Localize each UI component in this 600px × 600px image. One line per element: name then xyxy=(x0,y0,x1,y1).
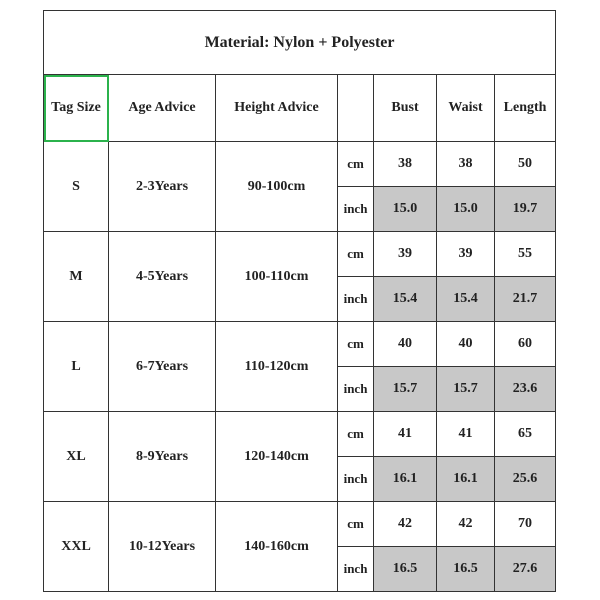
unit-cm-cell: cm xyxy=(338,142,374,187)
waist-cm-cell: 38 xyxy=(437,142,495,187)
unit-cm-cell: cm xyxy=(338,412,374,457)
header-unit xyxy=(338,75,374,142)
tag-size-cell: S xyxy=(44,142,109,232)
unit-cm-cell: cm xyxy=(338,502,374,547)
tag-size-cell: XL xyxy=(44,412,109,502)
size-row-cm xyxy=(44,232,556,277)
bust-cm-cell: 40 xyxy=(374,322,437,367)
waist-inch-cell: 15.0 xyxy=(437,187,495,232)
tag-size-cell: XXL xyxy=(44,502,109,592)
bust-cm-cell: 42 xyxy=(374,502,437,547)
unit-cm-cell: cm xyxy=(338,232,374,277)
bust-inch-cell: 15.7 xyxy=(374,367,437,412)
length-inch-cell: 27.6 xyxy=(495,547,556,592)
bust-inch-cell: 16.5 xyxy=(374,547,437,592)
size-table xyxy=(43,10,556,592)
header-waist: Waist xyxy=(437,75,495,142)
age-advice-cell: 4-5Years xyxy=(109,232,216,322)
size-row-cm xyxy=(44,502,556,547)
header-height-advice: Height Advice xyxy=(216,75,338,142)
bust-cm-cell: 38 xyxy=(374,142,437,187)
bust-inch-cell: 15.0 xyxy=(374,187,437,232)
height-advice-cell: 120-140cm xyxy=(216,412,338,502)
bust-cm-cell: 41 xyxy=(374,412,437,457)
waist-inch-cell: 16.5 xyxy=(437,547,495,592)
length-inch-cell: 23.6 xyxy=(495,367,556,412)
height-advice-cell: 90-100cm xyxy=(216,142,338,232)
waist-cm-cell: 39 xyxy=(437,232,495,277)
age-advice-cell: 6-7Years xyxy=(109,322,216,412)
header-age-advice: Age Advice xyxy=(109,75,216,142)
age-advice-cell: 8-9Years xyxy=(109,412,216,502)
age-advice-cell: 2-3Years xyxy=(109,142,216,232)
unit-inch-cell: inch xyxy=(338,367,374,412)
waist-inch-cell: 15.4 xyxy=(437,277,495,322)
height-advice-cell: 100-110cm xyxy=(216,232,338,322)
header-tag-size: Tag Size xyxy=(44,75,109,142)
material-title: Material: Nylon + Polyester xyxy=(44,11,556,75)
waist-cm-cell: 41 xyxy=(437,412,495,457)
length-inch-cell: 25.6 xyxy=(495,457,556,502)
length-inch-cell: 21.7 xyxy=(495,277,556,322)
length-cm-cell: 50 xyxy=(495,142,556,187)
size-row-cm xyxy=(44,322,556,367)
length-cm-cell: 65 xyxy=(495,412,556,457)
unit-inch-cell: inch xyxy=(338,547,374,592)
bust-inch-cell: 16.1 xyxy=(374,457,437,502)
waist-inch-cell: 15.7 xyxy=(437,367,495,412)
header-length: Length xyxy=(495,75,556,142)
unit-cm-cell: cm xyxy=(338,322,374,367)
bust-inch-cell: 15.4 xyxy=(374,277,437,322)
waist-cm-cell: 42 xyxy=(437,502,495,547)
length-inch-cell: 19.7 xyxy=(495,187,556,232)
height-advice-cell: 140-160cm xyxy=(216,502,338,592)
header-row xyxy=(44,75,556,142)
height-advice-cell: 110-120cm xyxy=(216,322,338,412)
length-cm-cell: 70 xyxy=(495,502,556,547)
size-chart xyxy=(43,10,555,585)
title-row xyxy=(44,11,556,75)
unit-inch-cell: inch xyxy=(338,277,374,322)
bust-cm-cell: 39 xyxy=(374,232,437,277)
waist-inch-cell: 16.1 xyxy=(437,457,495,502)
length-cm-cell: 60 xyxy=(495,322,556,367)
size-row-cm xyxy=(44,412,556,457)
tag-size-cell: L xyxy=(44,322,109,412)
unit-inch-cell: inch xyxy=(338,187,374,232)
waist-cm-cell: 40 xyxy=(437,322,495,367)
size-row-cm xyxy=(44,142,556,187)
header-bust: Bust xyxy=(374,75,437,142)
tag-size-cell: M xyxy=(44,232,109,322)
unit-inch-cell: inch xyxy=(338,457,374,502)
length-cm-cell: 55 xyxy=(495,232,556,277)
age-advice-cell: 10-12Years xyxy=(109,502,216,592)
